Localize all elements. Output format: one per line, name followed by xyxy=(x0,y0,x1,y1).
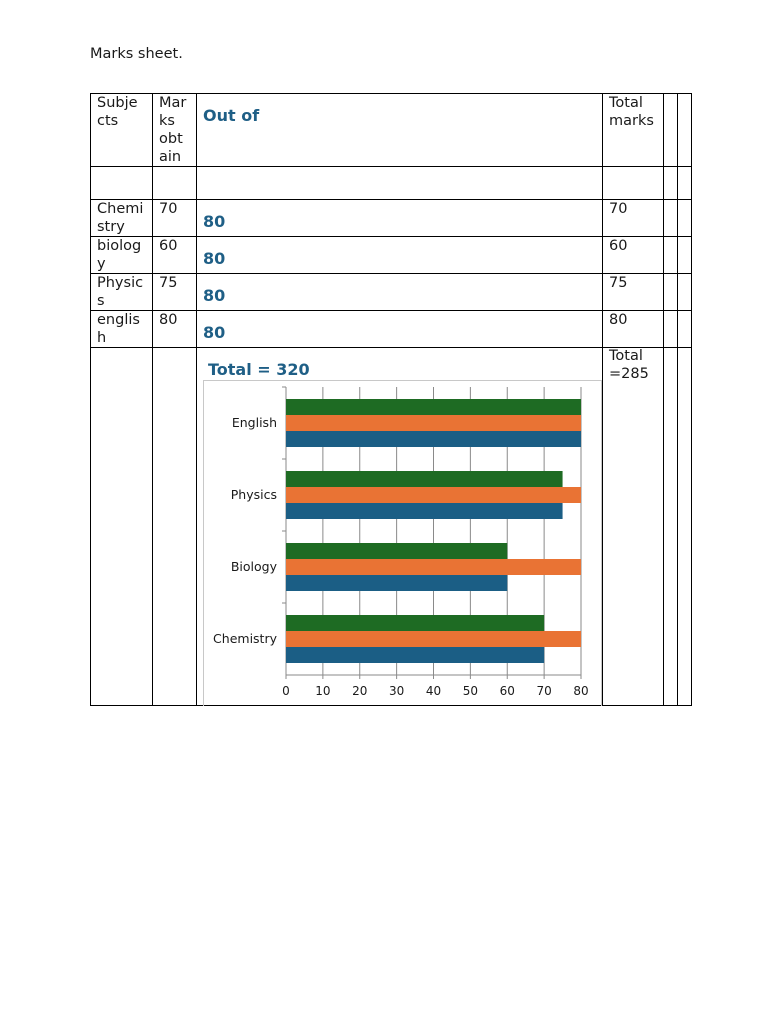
grand-total: Total =285 xyxy=(609,348,649,382)
header-out-of: Out of xyxy=(203,106,260,125)
row-out-of: 80 xyxy=(203,323,226,342)
row-subject: Physic s xyxy=(97,275,144,309)
category-label: English xyxy=(231,415,277,430)
table-column-rule xyxy=(602,93,603,706)
chart-frame xyxy=(203,380,602,706)
row-total: 75 xyxy=(609,275,628,291)
header-subjects: Subje cts xyxy=(97,95,138,129)
row-subject: Chemi stry xyxy=(97,201,144,235)
x-tick-label: 10 xyxy=(315,684,331,698)
row-subject: englis h xyxy=(97,312,140,346)
row-out-of: 80 xyxy=(203,212,226,231)
x-tick-label: 70 xyxy=(536,684,552,698)
row-marks-obtained: 75 xyxy=(159,275,178,291)
row-marks-obtained: 70 xyxy=(159,201,178,217)
row-out-of: 80 xyxy=(203,249,226,268)
x-tick-label: 40 xyxy=(425,684,442,698)
x-tick-label: 50 xyxy=(462,684,479,698)
table-column-rule xyxy=(152,93,153,706)
x-tick-label: 30 xyxy=(388,684,405,698)
category-label: Biology xyxy=(230,559,277,574)
table-border-right xyxy=(691,93,692,706)
x-tick-label: 0 xyxy=(282,684,290,698)
x-tick-label: 20 xyxy=(352,684,368,698)
category-label: Physics xyxy=(230,487,277,502)
row-total: 80 xyxy=(609,312,628,328)
row-total: 60 xyxy=(609,238,628,254)
row-marks-obtained: 80 xyxy=(159,312,178,328)
header-marks-obtained: Mar ks obt ain xyxy=(159,95,187,165)
row-out-of: 80 xyxy=(203,286,226,305)
table-border-left xyxy=(90,93,91,706)
row-marks-obtained: 60 xyxy=(159,238,178,254)
header-total-marks: Total marks xyxy=(609,95,654,129)
x-tick-label: 60 xyxy=(499,684,515,698)
x-tick-label: 80 xyxy=(573,684,589,698)
table-column-rule xyxy=(663,93,664,706)
row-total: 70 xyxy=(609,201,628,217)
table-column-rule xyxy=(677,93,678,706)
out-of-total: Total = 320 xyxy=(208,360,310,379)
row-subject: biolog y xyxy=(97,238,142,272)
category-label: Chemistry xyxy=(213,631,277,646)
table-column-rule xyxy=(196,93,197,706)
document-title: Marks sheet. xyxy=(90,46,183,62)
